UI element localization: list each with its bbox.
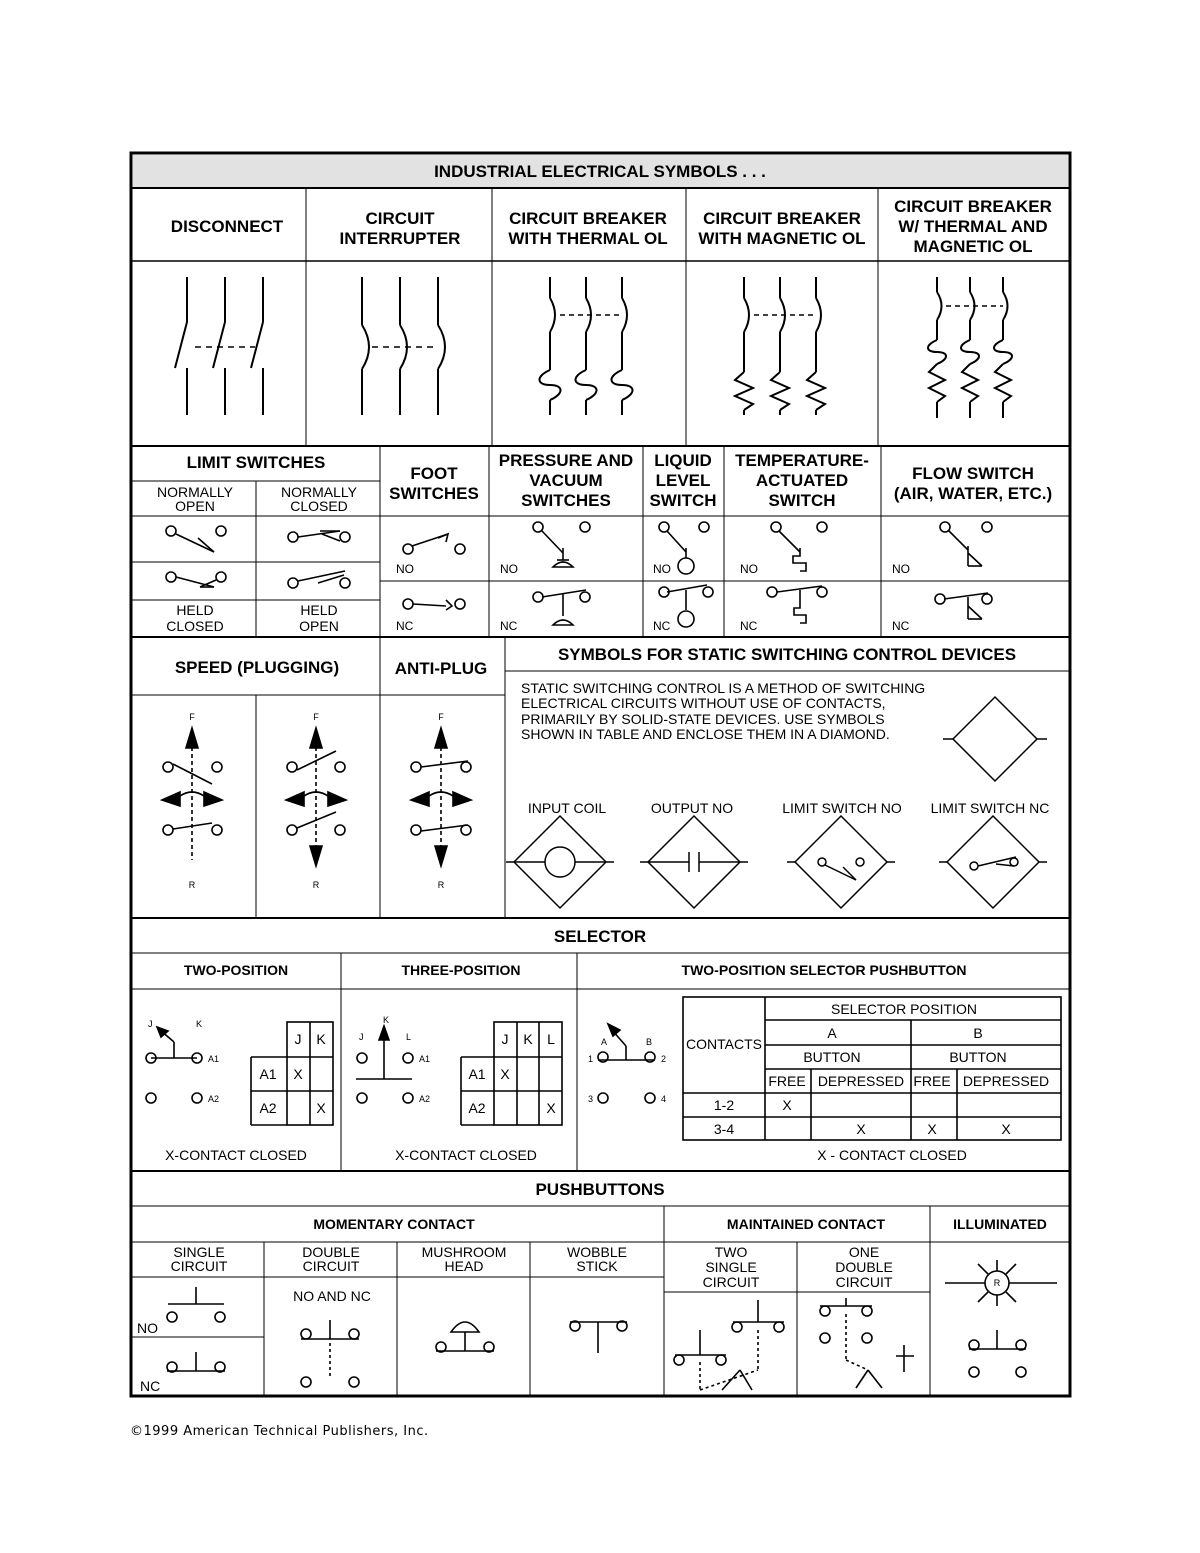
liquid-no-label: NO bbox=[653, 562, 671, 576]
three-pos-table-x2: X bbox=[546, 1100, 556, 1116]
antiplug-title: ANTI-PLUG bbox=[394, 659, 488, 678]
copyright-notice: ©1999 American Technical Publishers, Inc. bbox=[130, 1424, 429, 1439]
three-pos-table-a1: A1 bbox=[468, 1066, 486, 1082]
two-pos-table-k: K bbox=[316, 1031, 326, 1047]
static-desc-1: STATIC SWITCHING CONTROL IS A METHOD OF SWITCHING bbox=[521, 680, 926, 696]
foot-nc-label: NC bbox=[396, 619, 414, 633]
limit-nc-label-1: NORMALLY bbox=[281, 484, 357, 500]
pb-a-label: A bbox=[601, 1037, 608, 1047]
liquid-title-3: SWITCH bbox=[649, 491, 717, 510]
static-desc-3: PRIMARILY BY SOLID-STATE DEVICES. USE SYMBOLS bbox=[521, 711, 885, 727]
chart-title: INDUSTRIAL ELECTRICAL SYMBOLS . . . bbox=[434, 162, 766, 181]
selector-symbols bbox=[146, 997, 1061, 1140]
temperature-title-3: SWITCH bbox=[768, 491, 836, 510]
antiplug-f-label: F bbox=[438, 712, 444, 722]
speed1-f-label: F bbox=[189, 712, 195, 722]
limit-switch-no-label: LIMIT SWITCH NO bbox=[782, 800, 902, 816]
two-pos-table-j: J bbox=[294, 1031, 302, 1047]
maintained-title: MAINTAINED CONTACT bbox=[726, 1216, 886, 1232]
flow-no-label: NO bbox=[892, 562, 910, 576]
one-double-circuit-3: CIRCUIT bbox=[835, 1274, 893, 1290]
held-open-label-1: HELD bbox=[300, 602, 338, 618]
speed2-r-label: R bbox=[312, 880, 320, 890]
no-and-nc-label: NO AND NC bbox=[293, 1288, 371, 1304]
thermal-ol-title-2: WITH THERMAL OL bbox=[508, 229, 668, 248]
limit-no-label-2: OPEN bbox=[175, 498, 215, 514]
mushroom-head-2: HEAD bbox=[444, 1258, 484, 1274]
three-pos-table-l: L bbox=[547, 1031, 555, 1047]
pressure-title-1: PRESSURE AND bbox=[498, 451, 634, 470]
position-a-header: A bbox=[827, 1025, 837, 1041]
output-no-label: OUTPUT NO bbox=[650, 800, 734, 816]
held-open-label-2: OPEN bbox=[299, 618, 339, 634]
thermal-magnetic-title-3: MAGNETIC OL bbox=[913, 237, 1033, 256]
static-title: SYMBOLS FOR STATIC SWITCHING CONTROL DEVICES bbox=[557, 645, 1017, 664]
pb-terminal-3: 3 bbox=[588, 1094, 594, 1104]
two-position-contact-closed: X-CONTACT CLOSED bbox=[165, 1147, 307, 1163]
one-double-circuit-2: DOUBLE bbox=[835, 1259, 893, 1275]
circuit-interrupter-symbol bbox=[362, 277, 445, 415]
wobble-stick-1: WOBBLE bbox=[567, 1244, 627, 1260]
foot-title-2: SWITCHES bbox=[389, 484, 479, 503]
button-b-header: BUTTON bbox=[949, 1049, 1007, 1065]
disconnect-symbol bbox=[175, 277, 263, 415]
input-coil-label: INPUT COIL bbox=[527, 800, 607, 816]
limit-switches-title: LIMIT SWITCHES bbox=[186, 453, 326, 472]
two-pos-j: J bbox=[148, 1019, 153, 1029]
free-a-header: FREE bbox=[768, 1073, 806, 1089]
wobble-stick-2: STICK bbox=[576, 1258, 618, 1274]
thermal-magnetic-title-2: W/ THERMAL AND bbox=[898, 217, 1048, 236]
three-position-contact-closed: X-CONTACT CLOSED bbox=[395, 1147, 537, 1163]
row2-cell-depressed-b: X bbox=[1001, 1121, 1011, 1137]
magnetic-ol-title-1: CIRCUIT BREAKER bbox=[703, 209, 861, 228]
position-b-header: B bbox=[973, 1025, 983, 1041]
pressure-title-2: VACUUM bbox=[529, 471, 603, 490]
selector-title: SELECTOR bbox=[553, 927, 647, 946]
one-double-circuit-1: ONE bbox=[848, 1244, 880, 1260]
speed2-f-label: F bbox=[313, 712, 319, 722]
liquid-title-2: LEVEL bbox=[655, 471, 711, 490]
mushroom-head-1: MUSHROOM bbox=[421, 1244, 507, 1260]
switch-symbols bbox=[166, 522, 992, 627]
pressure-nc-label: NC bbox=[500, 619, 518, 633]
three-pos-l: L bbox=[406, 1032, 412, 1042]
two-pos-table-x2: X bbox=[316, 1100, 326, 1116]
depressed-b-header: DEPRESSED bbox=[962, 1073, 1050, 1089]
two-single-circuit-2: SINGLE bbox=[705, 1259, 757, 1275]
three-pos-table-x1: X bbox=[500, 1066, 510, 1082]
thermal-magnetic-breaker-symbol bbox=[928, 277, 1012, 418]
illuminated-title: ILLUMINATED bbox=[953, 1216, 1047, 1232]
row2-cell-depressed-a: X bbox=[856, 1121, 866, 1137]
two-pos-table-x1: X bbox=[293, 1066, 303, 1082]
liquid-nc-label: NC bbox=[653, 619, 671, 633]
liquid-title-1: LIQUID bbox=[654, 451, 712, 470]
momentary-title: MOMENTARY CONTACT bbox=[313, 1216, 475, 1232]
held-closed-label-2: CLOSED bbox=[166, 618, 224, 634]
speed-title: SPEED (PLUGGING) bbox=[174, 658, 340, 677]
temperature-title-2: ACTUATED bbox=[755, 471, 849, 490]
single-circuit-2: CIRCUIT bbox=[170, 1258, 228, 1274]
three-pos-table-a2: A2 bbox=[468, 1100, 486, 1116]
row1-cell-free-a: X bbox=[782, 1097, 792, 1113]
illuminated-r-label: R bbox=[993, 1278, 1001, 1288]
single-no-label: NO bbox=[137, 1320, 158, 1336]
thermal-magnetic-title-1: CIRCUIT BREAKER bbox=[894, 197, 1052, 216]
limit-nc-label-2: CLOSED bbox=[290, 498, 348, 514]
two-pos-a1: A1 bbox=[208, 1054, 220, 1064]
row2-cell-free-b: X bbox=[927, 1121, 937, 1137]
thermal-ol-title-1: CIRCUIT BREAKER bbox=[509, 209, 667, 228]
pushbutton-selector-title: TWO-POSITION SELECTOR PUSHBUTTON bbox=[681, 962, 967, 978]
magnetic-breaker-symbol bbox=[735, 277, 825, 415]
held-closed-label-1: HELD bbox=[176, 602, 214, 618]
flow-nc-label: NC bbox=[892, 619, 910, 633]
flow-title-2: (AIR, WATER, ETC.) bbox=[893, 484, 1053, 503]
static-desc-4: SHOWN IN TABLE AND ENCLOSE THEM IN A DIAMOND. bbox=[521, 726, 890, 742]
two-single-circuit-3: CIRCUIT bbox=[702, 1274, 760, 1290]
interrupter-title-1: CIRCUIT bbox=[365, 209, 435, 228]
two-single-circuit-1: TWO bbox=[714, 1244, 748, 1260]
magnetic-ol-title-2: WITH MAGNETIC OL bbox=[698, 229, 866, 248]
speed-plugging-symbols bbox=[162, 728, 471, 866]
static-desc-2: ELECTRICAL CIRCUITS WITHOUT USE OF CONTACTS, bbox=[521, 695, 886, 711]
foot-no-label: NO bbox=[396, 562, 414, 576]
three-pos-j: J bbox=[359, 1032, 364, 1042]
temperature-no-label: NO bbox=[740, 562, 758, 576]
temperature-nc-label: NC bbox=[740, 619, 758, 633]
two-position-title: TWO-POSITION bbox=[183, 962, 289, 978]
row1-contact: 1-2 bbox=[713, 1097, 735, 1113]
limit-switch-nc-label: LIMIT SWITCH NC bbox=[930, 800, 1050, 816]
temperature-title-1: TEMPERATURE- bbox=[735, 451, 869, 470]
pressure-no-label: NO bbox=[500, 562, 518, 576]
depressed-a-header: DEPRESSED bbox=[817, 1073, 905, 1089]
two-pos-a2: A2 bbox=[208, 1094, 220, 1104]
foot-title-1: FOOT bbox=[410, 464, 458, 483]
pb-terminal-4: 4 bbox=[661, 1094, 667, 1104]
interrupter-title-2: INTERRUPTER bbox=[339, 229, 461, 248]
three-position-title: THREE-POSITION bbox=[401, 962, 521, 978]
two-pos-table-a2: A2 bbox=[259, 1100, 277, 1116]
flow-title-1: FLOW SWITCH bbox=[912, 464, 1034, 483]
double-circuit-1: DOUBLE bbox=[302, 1244, 360, 1260]
pb-terminal-1: 1 bbox=[588, 1054, 594, 1064]
chart-grid bbox=[131, 153, 1070, 1396]
pb-terminal-2: 2 bbox=[661, 1054, 667, 1064]
pressure-title-3: SWITCHES bbox=[521, 491, 611, 510]
free-b-header: FREE bbox=[913, 1073, 951, 1089]
pushbutton-symbols bbox=[167, 1260, 1057, 1390]
three-pos-table-k: K bbox=[523, 1031, 533, 1047]
single-nc-label: NC bbox=[140, 1378, 161, 1394]
thermal-breaker-symbol bbox=[540, 277, 633, 415]
pushbutton-contact-closed: X - CONTACT CLOSED bbox=[817, 1147, 967, 1163]
single-circuit-1: SINGLE bbox=[173, 1244, 225, 1260]
row2-contact: 3-4 bbox=[713, 1121, 735, 1137]
three-pos-a1: A1 bbox=[419, 1054, 431, 1064]
disconnect-title: DISCONNECT bbox=[170, 217, 284, 236]
two-pos-k: K bbox=[196, 1019, 203, 1029]
pb-b-label: B bbox=[646, 1037, 653, 1047]
pushbuttons-title: PUSHBUTTONS bbox=[535, 1180, 665, 1199]
three-pos-a2: A2 bbox=[419, 1094, 431, 1104]
three-pos-k: K bbox=[383, 1015, 390, 1025]
button-a-header: BUTTON bbox=[803, 1049, 861, 1065]
contacts-header: CONTACTS bbox=[686, 1036, 762, 1052]
double-circuit-2: CIRCUIT bbox=[302, 1258, 360, 1274]
selector-position-header: SELECTOR POSITION bbox=[831, 1001, 977, 1017]
two-pos-table-a1: A1 bbox=[259, 1066, 277, 1082]
speed1-r-label: R bbox=[188, 880, 196, 890]
three-pos-table-j: J bbox=[501, 1031, 509, 1047]
antiplug-r-label: R bbox=[437, 880, 445, 890]
limit-no-label-1: NORMALLY bbox=[157, 484, 233, 500]
